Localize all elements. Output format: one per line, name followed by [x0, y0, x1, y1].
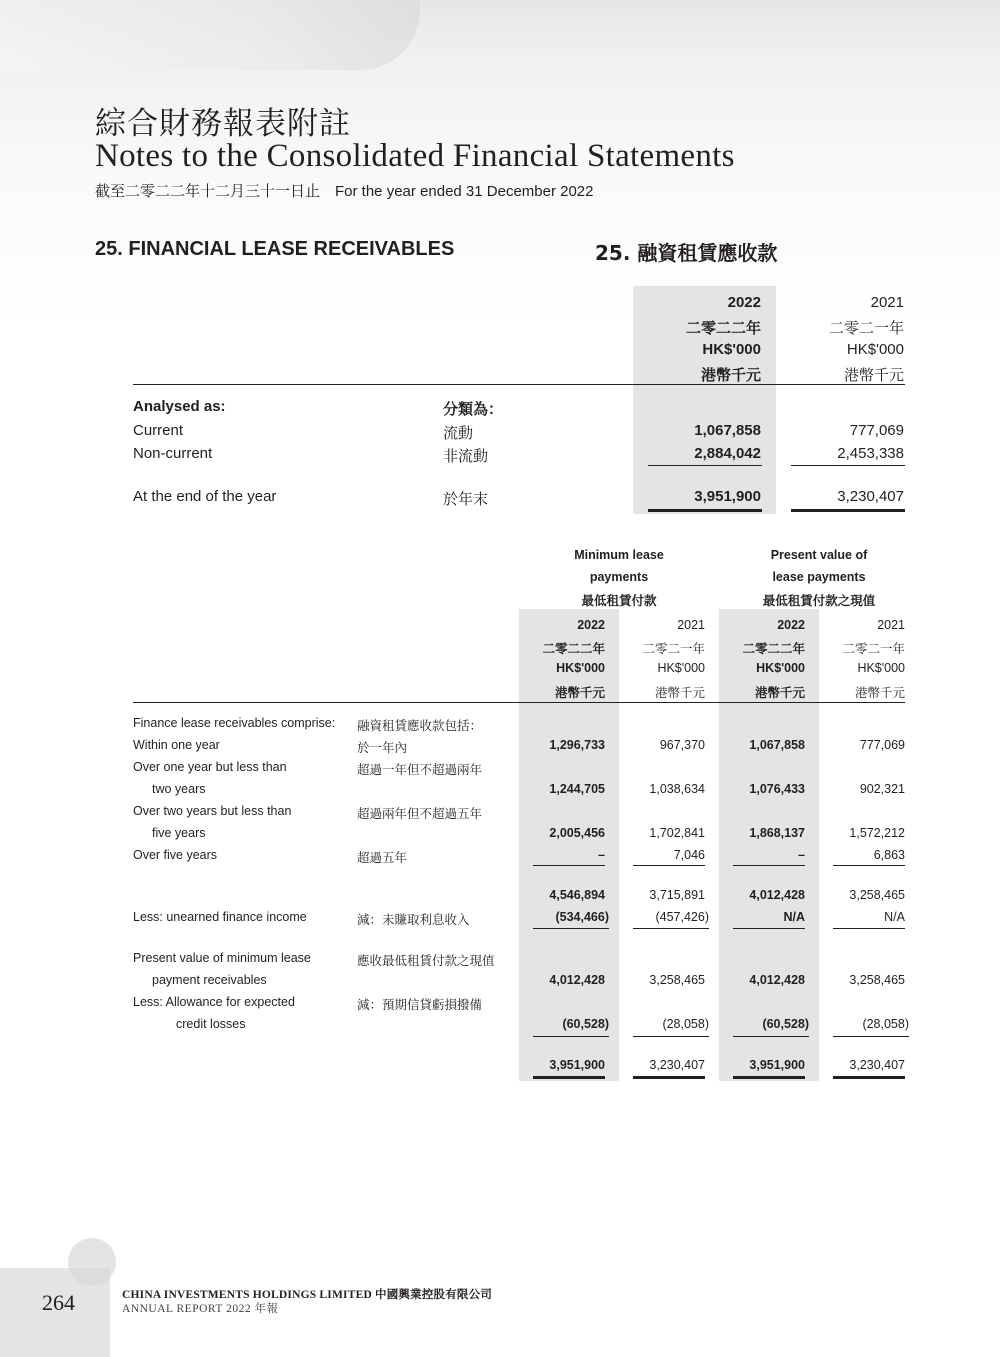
- total-rule: [833, 1076, 905, 1079]
- header-rule: [133, 384, 905, 385]
- row-label: Over one year but less than: [133, 760, 287, 774]
- row-label-chinese: 流動: [443, 424, 474, 442]
- total-rule: [633, 1076, 705, 1079]
- table-cell: 3,951,900: [749, 1058, 805, 1072]
- page-subtitle: 截至二零二二年十二月三十一日止 For the year ended 31 December 2022: [95, 183, 594, 200]
- subtotal-rule: [633, 1036, 709, 1037]
- page-title: Notes to the Consolidated Financial Statements: [95, 138, 735, 174]
- table-cell: (457,426): [655, 910, 709, 924]
- row-label-chinese: 融資租賃應收款包括：: [357, 718, 483, 733]
- page-title-chinese: 綜合財務報表附註: [95, 106, 351, 142]
- row-label-chinese: 分類為：: [443, 400, 504, 418]
- table-cell: 1,244,705: [549, 782, 605, 796]
- row-label-chinese: 減：未賺取利息收入: [357, 912, 470, 927]
- table-cell: –: [798, 848, 805, 862]
- subtotal-rule: [833, 928, 905, 929]
- column-year: 2021: [877, 618, 905, 632]
- row-label: Over five years: [133, 848, 218, 862]
- column-unit: HK$'000: [702, 341, 761, 358]
- group-title-chinese: 最低租賃付款: [581, 593, 657, 608]
- row-label: At the end of the year: [133, 488, 277, 505]
- row-label: two years: [152, 782, 206, 796]
- column-year: 2022: [777, 618, 805, 632]
- footer-company: CHINA INVESTMENTS HOLDINGS LIMITED 中國興業控股有限公司: [122, 1289, 493, 1301]
- column-unit: HK$'000: [857, 661, 905, 675]
- table-cell: (28,058): [862, 1017, 909, 1031]
- subtotal-rule: [733, 928, 805, 929]
- table-cell: 4,012,428: [749, 973, 805, 987]
- table-cell: (534,466): [555, 910, 609, 924]
- footer-circle-decoration: [68, 1238, 116, 1286]
- table-cell: 1,076,433: [749, 782, 805, 796]
- column-unit: HK$'000: [556, 661, 605, 675]
- table-cell: (60,528): [762, 1017, 809, 1031]
- header-rule: [133, 702, 905, 703]
- row-label: Non-current: [133, 445, 213, 462]
- column-year-chinese: 二零二二年: [542, 641, 605, 656]
- column-shading: [719, 609, 819, 1081]
- table-cell: 1,702,841: [649, 826, 705, 840]
- row-label: Over two years but less than: [133, 804, 292, 818]
- table-cell: 3,951,900: [694, 488, 761, 505]
- table-cell: 7,046: [673, 848, 705, 862]
- column-unit-chinese: 港幣千元: [754, 685, 805, 700]
- table-cell: 967,370: [659, 738, 705, 752]
- page-number: 264: [42, 1290, 75, 1315]
- table-cell: N/A: [783, 910, 805, 924]
- group-title: Minimum lease: [574, 548, 664, 562]
- table-cell: 1,067,858: [694, 422, 761, 439]
- row-label-chinese: 減：預期信貸虧損撥備: [357, 997, 483, 1012]
- column-unit-chinese: 港幣千元: [854, 685, 905, 700]
- table-cell: 777,069: [849, 422, 904, 439]
- row-label-chinese: 超過一年但不超過兩年: [357, 762, 483, 777]
- table-cell: 2,453,338: [837, 445, 904, 462]
- column-unit-chinese: 港幣千元: [554, 685, 605, 700]
- column-year: 2021: [870, 294, 904, 311]
- row-label: payment receivables: [152, 973, 267, 987]
- table-cell: 3,715,891: [649, 888, 705, 902]
- subtotal-rule: [733, 865, 805, 866]
- column-year: 2022: [727, 294, 761, 311]
- row-label-chinese: 超過兩年但不超過五年: [357, 806, 483, 821]
- subtotal-rule: [633, 928, 709, 929]
- column-unit-chinese: 港幣千元: [843, 366, 904, 384]
- row-label: Present value of minimum lease: [133, 951, 311, 965]
- table-cell: 777,069: [859, 738, 905, 752]
- table-cell: 902,321: [859, 782, 905, 796]
- table-cell: 1,868,137: [749, 826, 805, 840]
- column-year-chinese: 二零二一年: [642, 641, 705, 656]
- table-cell: 3,230,407: [849, 1058, 905, 1072]
- group-title: payments: [589, 570, 649, 584]
- header-decoration: [0, 0, 420, 70]
- column-year: 2022: [577, 618, 605, 632]
- table-cell: –: [598, 848, 605, 862]
- subtotal-rule: [533, 865, 605, 866]
- subtotal-rule: [791, 465, 905, 466]
- subtotal-rule: [833, 1036, 909, 1037]
- group-title: lease payments: [772, 570, 866, 584]
- column-unit: HK$'000: [756, 661, 805, 675]
- column-unit: HK$'000: [657, 661, 705, 675]
- column-year-chinese: 二零二二年: [742, 641, 805, 656]
- row-label: Less: unearned finance income: [133, 910, 307, 924]
- table-cell: 2,005,456: [549, 826, 605, 840]
- table-cell: 4,012,428: [549, 973, 605, 987]
- total-rule: [791, 509, 905, 512]
- section-title-chinese: 25. 融資租賃應收款: [595, 241, 778, 265]
- column-year-chinese: 二零二二年: [685, 319, 761, 337]
- column-year-chinese: 二零二一年: [828, 319, 904, 337]
- table-cell: 4,012,428: [749, 888, 805, 902]
- section-title: 25. FINANCIAL LEASE RECEIVABLES: [95, 238, 455, 260]
- table-cell: 3,258,465: [649, 973, 705, 987]
- table-cell: (60,528): [562, 1017, 609, 1031]
- row-label: Within one year: [133, 738, 220, 752]
- row-label: Current: [133, 422, 184, 439]
- row-label-chinese: 於年末: [443, 490, 489, 508]
- row-label: Finance lease receivables comprise:: [133, 716, 336, 730]
- row-label-chinese: 於一年內: [357, 740, 408, 755]
- footer-report: ANNUAL REPORT 2022 年報: [122, 1303, 279, 1315]
- subtotal-rule: [533, 928, 609, 929]
- group-title-chinese: 最低租賃付款之現值: [762, 593, 876, 608]
- table-cell: 3,230,407: [649, 1058, 705, 1072]
- column-year-chinese: 二零二一年: [842, 641, 905, 656]
- row-label: Analysed as:: [133, 398, 226, 415]
- row-label-chinese: 非流動: [443, 447, 489, 465]
- subtotal-rule: [648, 465, 762, 466]
- table-cell: 1,572,212: [849, 826, 905, 840]
- subtotal-rule: [833, 865, 905, 866]
- table-cell: 6,863: [873, 848, 905, 862]
- column-shading: [519, 609, 619, 1081]
- table-cell: 1,296,733: [549, 738, 605, 752]
- table-cell: 2,884,042: [694, 445, 761, 462]
- table-cell: 3,230,407: [837, 488, 904, 505]
- row-label-chinese: 應收最低租賃付款之現值: [357, 953, 495, 968]
- column-unit: HK$'000: [846, 341, 904, 358]
- subtotal-rule: [533, 1036, 609, 1037]
- row-label: credit losses: [176, 1017, 246, 1031]
- table-cell: 3,258,465: [849, 973, 905, 987]
- column-unit-chinese: 港幣千元: [700, 366, 761, 384]
- column-year: 2021: [677, 618, 705, 632]
- row-label: Less: Allowance for expected: [133, 995, 295, 1009]
- column-unit-chinese: 港幣千元: [654, 685, 705, 700]
- subtotal-rule: [633, 865, 705, 866]
- group-title: Present value of: [770, 548, 868, 562]
- table-cell: 3,951,900: [549, 1058, 605, 1072]
- subtotal-rule: [733, 1036, 809, 1037]
- table-cell: 4,546,894: [549, 888, 605, 902]
- table-cell: (28,058): [662, 1017, 709, 1031]
- table-cell: N/A: [884, 910, 905, 924]
- table-cell: 1,067,858: [749, 738, 805, 752]
- total-rule: [533, 1076, 605, 1079]
- total-rule: [733, 1076, 805, 1079]
- table-cell: 3,258,465: [849, 888, 905, 902]
- row-label: five years: [152, 826, 206, 840]
- total-rule: [648, 509, 762, 512]
- table-cell: 1,038,634: [649, 782, 705, 796]
- row-label-chinese: 超過五年: [357, 850, 408, 865]
